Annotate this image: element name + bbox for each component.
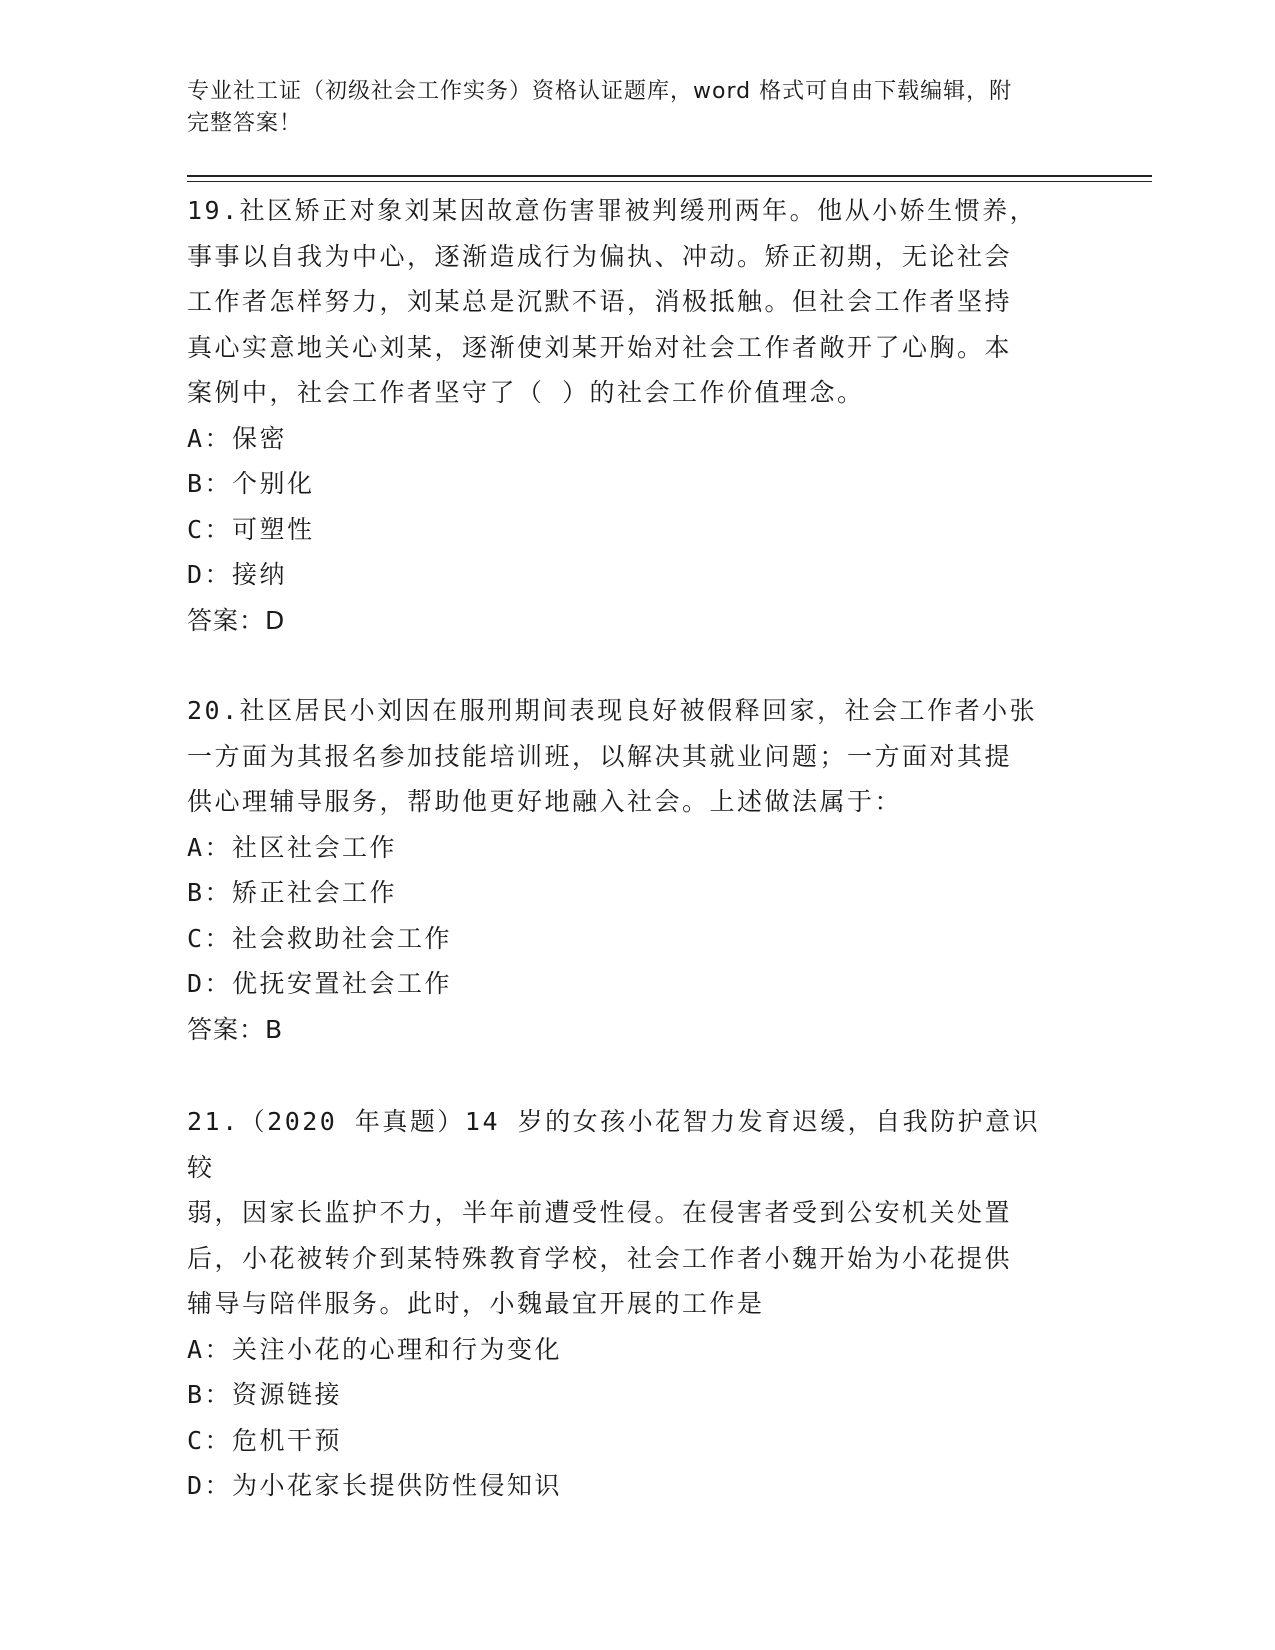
option-d: D：为小花家长提供防性侵知识 [187,1471,563,1500]
option-c: C：可塑性 [187,514,315,544]
option-c: C：危机干预 [187,1425,343,1455]
stem-line: 工作者怎样努力，刘某总是沉默不语，消极抵触。但社会工作者坚持 [187,287,1013,316]
option-b: B：个别化 [187,469,315,498]
stem-line: 一方面为其报名参加技能培训班，以解决其就业问题；一方面对其提 [187,741,1013,771]
question-19 [187,188,1067,643]
header-divider-thick [187,175,1152,177]
option-c: C：社会救助社会工作 [187,923,453,953]
header-line-1: 专业社工证（初级社会工作实务）资格认证题库，word 格式可自由下载编辑，附 [187,79,1013,104]
option-a: A：保密 [187,423,288,453]
stem-line: 辅导与陪伴服务。此时，小魏最宜开展的工作是 [187,1289,765,1318]
header-divider-thin [187,181,1152,182]
option-b: B：矫正社会工作 [187,878,398,907]
option-a: A：社区社会工作 [187,832,398,862]
answer-line: 答案：D [187,605,286,635]
question-21 [187,1099,1067,1509]
answer-line: 答案：B [187,1014,284,1044]
stem-line: 真心实意地关心刘某，逐渐使刘某开始对社会工作者敞开了心胸。本 [187,332,1013,362]
stem-line: 21.（2020 年真题）14 岁的女孩小花智力发育迟缓，自我防护意识较 [187,1107,1041,1182]
stem-line: 后，小花被转介到某特殊教育学校，社会工作者小魏开始为小花提供 [187,1243,1013,1273]
stem-line: 19.社区矫正对象刘某因故意伤害罪被判缓刑两年。他从小娇生惯养， [187,196,1038,225]
document-header [187,76,1067,140]
header-line-2: 完整答案！ [187,111,303,136]
stem-line: 供心理辅导服务，帮助他更好地融入社会。上述做法属于： [187,787,903,816]
option-d: D：接纳 [187,560,288,589]
stem-line: 案例中，社会工作者坚守了（ ）的社会工作价值理念。 [187,378,865,407]
question-stem [187,1099,1067,1327]
stem-line: 20.社区居民小刘因在服刑期间表现良好被假释回家，社会工作者小张 [187,696,1038,725]
option-d: D：优抚安置社会工作 [187,969,453,998]
option-a: A：关注小花的心理和行为变化 [187,1334,563,1364]
stem-line: 事事以自我为中心，逐渐造成行为偏执、冲动。矫正初期，无论社会 [187,241,1013,271]
stem-line: 弱，因家长监护不力，半年前遭受性侵。在侵害者受到公安机关处置 [187,1198,1013,1227]
question-stem [187,688,1067,825]
question-20 [187,688,1067,1052]
question-stem [187,188,1067,416]
option-b: B：资源链接 [187,1380,343,1409]
